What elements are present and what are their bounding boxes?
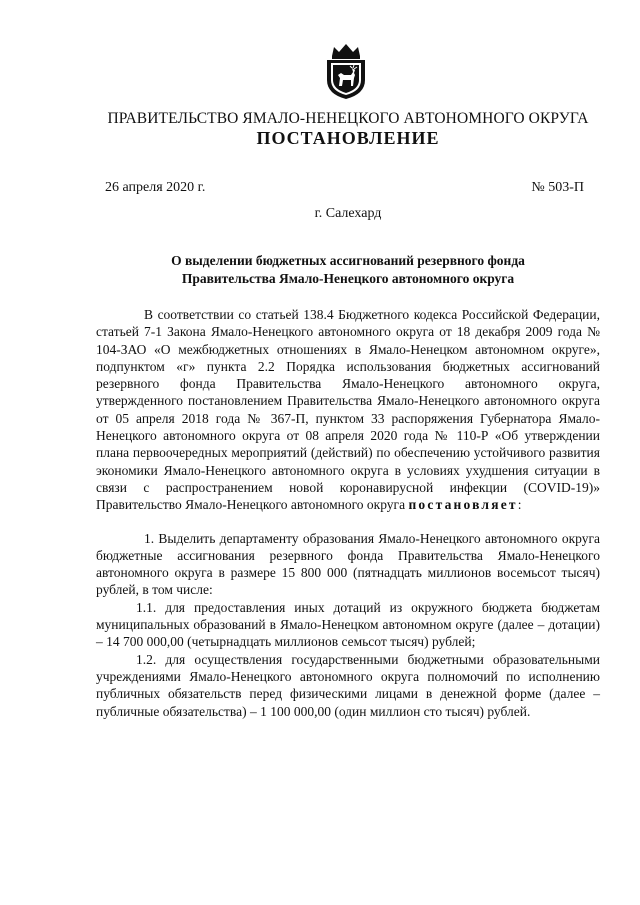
document-date: 26 апреля 2020 г.	[105, 180, 206, 195]
decree-colon: :	[517, 497, 522, 513]
item-1-1: 1.1. для предоставления иных дотаций из окружного бюджета бюджетам муниципальных образований в Ямало-Ненецком автономном округе (далее – дотации) – 14 700 000,00 (четырнадцать миллионов семьсот тысяч) рублей;	[96, 599, 600, 650]
document-type: ПОСТАНОВЛЕНИЕ	[256, 128, 440, 148]
document-number: № 503-П	[531, 180, 584, 195]
preamble-paragraph	[96, 306, 600, 514]
item-1-2: 1.2. для осуществления государственными бюджетными образовательными учреждениями Ямало-Ненецкого автономного округа полномочий по исполнению публичных обязательств перед физическими лицами в денежной форме (далее – публичные обязательства) – 1 100 000,00 (один миллион сто тысяч) рублей.	[96, 651, 600, 719]
government-name: ПРАВИТЕЛЬСТВО ЯМАЛО-НЕНЕЦКОГО АВТОНОМНОГО ОКРУГА	[107, 110, 589, 127]
document-city: г. Салехард	[314, 206, 382, 221]
document-body	[96, 306, 600, 720]
document-title	[96, 252, 600, 288]
title-line-1: О выделении бюджетных ассигнований резервного фонда	[171, 253, 525, 268]
item-1: 1. Выделить департаменту образования Ямало-Ненецкого автономного округа бюджетные ассигнования резервного фонда Правительства Ямало-Ненецкого автономного округа в размере 15 800 000 (пятнадцать миллионов восемьсот тысяч) рублей, в том числе:	[96, 530, 600, 598]
decree-word: постановляет	[408, 497, 518, 513]
title-line-2: Правительства Ямало-Ненецкого автономного округа	[181, 271, 515, 286]
preamble-text: В соответствии со статьей 138.4 Бюджетного кодекса Российской Федерации, статьей 7-1 Закона Ямало-Ненецкого автономного округа от 18 декабря 2009 года № 104-ЗАО «О межбюджетных отношениях в Ямало-Ненецком автономном округе», подпунктом «г» пункта 2.2 Порядка использования бюджетных ассигнований резервного фонда Правительства Ямало-Ненецкого автономного округа, утвержденного постановлением Правительства Ямало-Ненецкого автономного округа от 05 апреля 2018 года № 367-П, пунктом 33 распоряжения Губернатора Ямало-Ненецкого автономного округа от 08 апреля 2020 года № 110-Р «Об утверждении плана первоочередных мероприятий (действий) по обеспечению устойчивого развития экономики Ямало-Ненецкого автономного округа в условиях ухудшения ситуации в связи с распространением новой коронавирусной инфекции (COVID-19)» Правительство Ямало-Ненецкого автономного округа	[96, 307, 600, 513]
coat-of-arms-icon	[324, 42, 368, 100]
